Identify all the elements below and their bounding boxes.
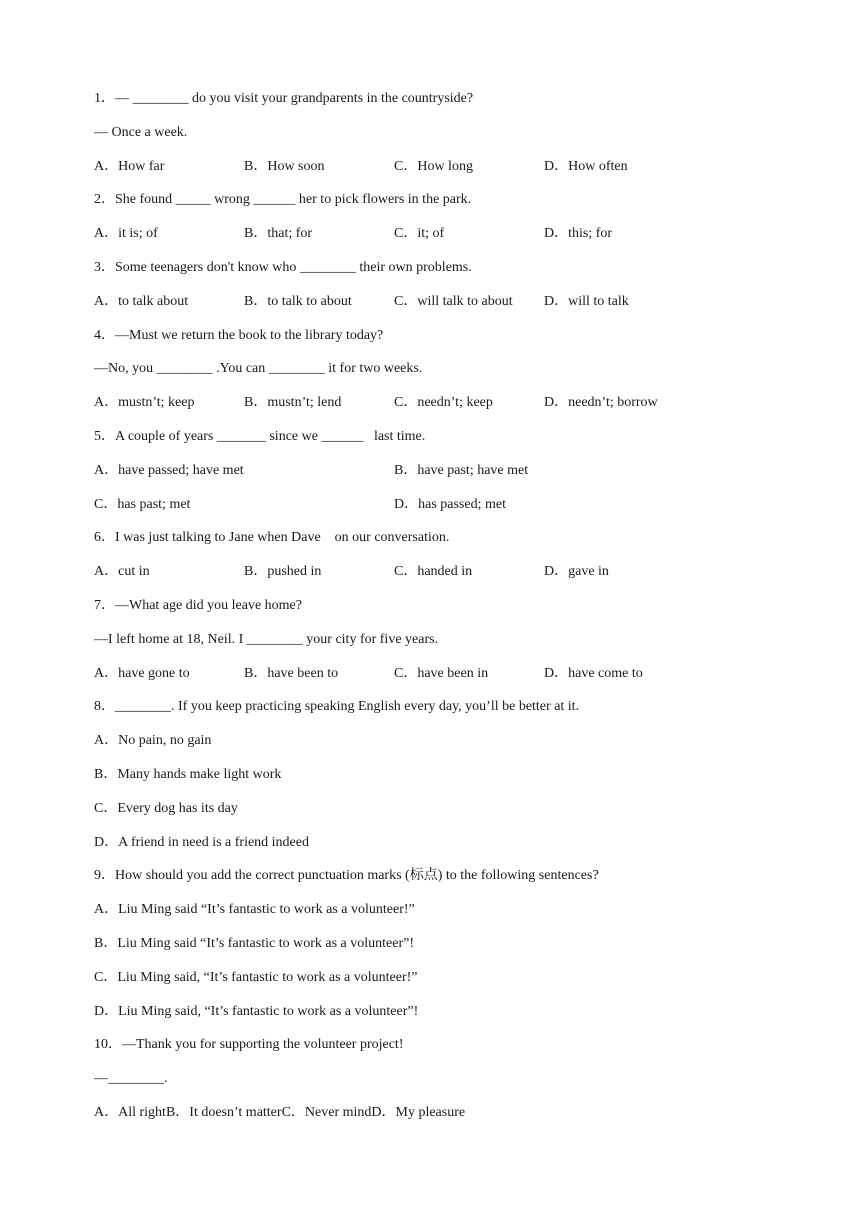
option-a: A．have passed; have met: [94, 462, 244, 478]
question-stem: 8．________. If you keep practicing speaking English every day, you’ll be better at it.: [94, 699, 580, 715]
question-10: [94, 1035, 794, 1136]
option-a: A．cut in: [94, 564, 150, 580]
option-a: A．How far: [94, 158, 165, 174]
question-stem: 2．She found _____ wrong ______ her to pick flowers in the park.: [94, 192, 472, 208]
question-stem: 1．— ________ do you visit your grandparents in the countryside?: [94, 91, 474, 106]
option-b: B．to talk to about: [244, 293, 352, 309]
question-response-line: —________.: [94, 1071, 168, 1087]
question-stem: 3．Some teenagers don't know who ________ their own problems.: [94, 259, 472, 275]
options-row: [94, 461, 794, 495]
option-a: A．have gone to: [94, 665, 190, 681]
option-c: C．has past; met: [94, 496, 191, 512]
question-3: [94, 258, 794, 326]
option-b: B．How soon: [244, 158, 325, 174]
option-c: C．How long: [394, 158, 473, 174]
option-b: B．mustn’t; lend: [244, 395, 342, 411]
option-c: C．have been in: [394, 665, 489, 681]
option-a: A．to talk about: [94, 293, 189, 309]
option-d: D．will to talk: [544, 293, 629, 309]
option-b: B．that; for: [244, 226, 313, 242]
question-stem: 6．I was just talking to Jane when Dave on our conversation.: [94, 530, 450, 546]
options-row: [94, 224, 794, 258]
option-a: A．it is; of: [94, 226, 158, 242]
option-a: A．No pain, no gain: [94, 733, 212, 749]
option-d: D．gave in: [544, 564, 609, 580]
option-a: A．mustn’t; keep: [94, 395, 195, 411]
question-stem: 5．A couple of years _______ since we ______ last time.: [94, 428, 426, 444]
option-c: C．it; of: [394, 226, 445, 242]
question-9: [94, 866, 794, 1035]
option-d: D．needn’t; borrow: [544, 395, 658, 411]
option-c: C．Never mind: [281, 1104, 372, 1120]
option-d: D．this; for: [544, 226, 613, 242]
option-d: D．A friend in need is a friend indeed: [94, 834, 309, 850]
option-c: C．needn’t; keep: [394, 395, 493, 411]
option-b: B．Many hands make light work: [94, 766, 282, 782]
option-b: B．Liu Ming said “It’s fantastic to work as a volunteer”!: [94, 935, 414, 951]
options-row: [94, 292, 794, 326]
option-d: D．has passed; met: [394, 496, 506, 512]
options-row: [94, 562, 794, 596]
option-d: D．have come to: [544, 665, 643, 681]
option-b: B．It doesn’t matter: [165, 1104, 282, 1120]
option-c: C．Liu Ming said, “It’s fantastic to work as a volunteer!”: [94, 969, 418, 985]
option-c: C．Every dog has its day: [94, 800, 238, 816]
option-b: B．pushed in: [244, 564, 322, 580]
question-stem: 7．—What age did you leave home?: [94, 597, 302, 613]
option-d: D．Liu Ming said, “It’s fantastic to work as a volunteer”!: [94, 1003, 419, 1019]
question-stem: 4．—Must we return the book to the library today?: [94, 327, 384, 343]
question-1: [94, 89, 794, 190]
option-c: C．will talk to about: [394, 293, 513, 309]
question-4: [94, 326, 794, 427]
option-b: B．have been to: [244, 665, 339, 681]
options-row: [94, 495, 794, 529]
question-5: [94, 427, 794, 528]
options-row: [94, 664, 794, 698]
question-stem: 9．How should you add the correct punctuation marks (标点) to the following sentences?: [94, 868, 599, 884]
option-b: B．have past; have met: [394, 462, 529, 478]
option-c: C．handed in: [394, 564, 473, 580]
option-a: A．All right: [94, 1104, 166, 1120]
option-d: D．How often: [544, 158, 628, 174]
question-6: [94, 528, 794, 596]
options-row: [94, 157, 794, 191]
question-7: [94, 596, 794, 697]
question-response-line: —I left home at 18, Neil. I ________ your city for five years.: [94, 631, 439, 647]
question-response-line: —No, you ________ .You can ________ it for two weeks.: [94, 361, 423, 377]
question-response-line: — Once a week.: [94, 124, 188, 140]
option-a: A．Liu Ming said “It’s fantastic to work as a volunteer!”: [94, 902, 415, 918]
options-row: [94, 1103, 794, 1137]
question-8: [94, 697, 794, 866]
options-row: [94, 393, 794, 427]
question-2: [94, 190, 794, 258]
question-stem: 10．—Thank you for supporting the volunteer project!: [94, 1037, 404, 1053]
exam-document: [94, 89, 794, 1137]
option-d: D．My pleasure: [371, 1104, 466, 1120]
